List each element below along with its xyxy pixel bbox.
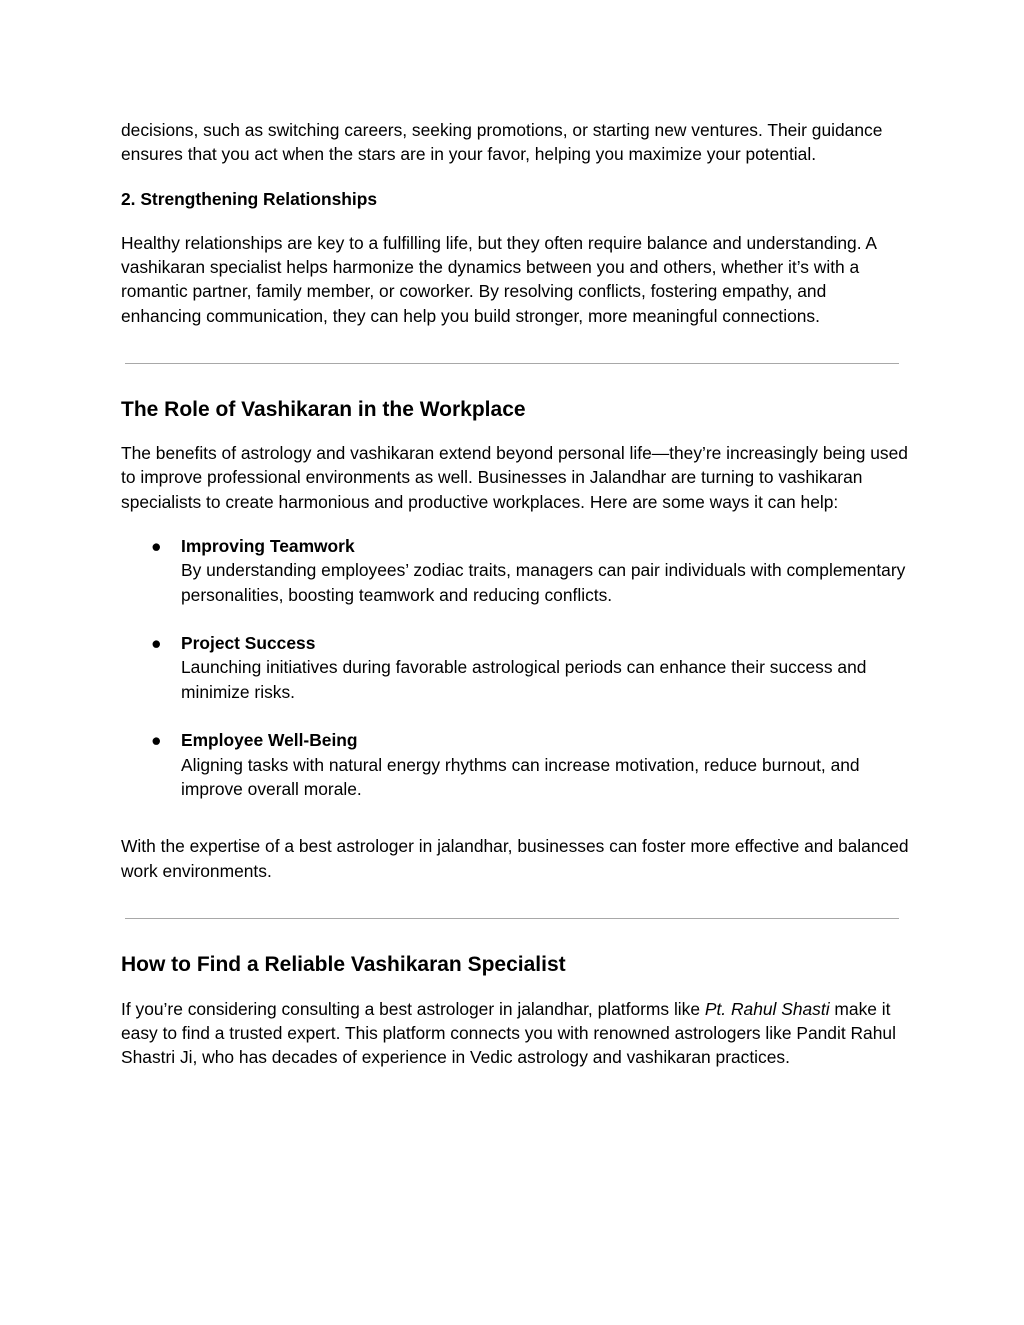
document-page: [121, 118, 911, 1070]
bullet-title: Employee Well-Being: [181, 730, 358, 751]
workplace-bullet-list: [121, 534, 911, 801]
list-item: [121, 534, 911, 607]
workplace-closing-paragraph: With the expertise of a best astrologer in jalandhar, businesses can foster more effective and balanced work environments.: [121, 836, 909, 881]
section-divider: [125, 363, 899, 364]
bullet-description: Aligning tasks with natural energy rhythms can increase motivation, reduce burnout, and improve overall morale.: [181, 754, 860, 799]
bullet-icon: ●: [151, 633, 162, 654]
workplace-paragraph: The benefits of astrology and vashikaran extend beyond personal life—they’re increasingly being used to improve professional environments as well. Businesses in Jalandhar are turning to vashikaran specialists to create harmonious and productive workplaces. Here are some ways it can help:: [121, 443, 908, 512]
intro-paragraph: decisions, such as switching careers, seeking promotions, or starting new ventures. Their guidance ensures that you act when the stars are in your favor, helping you maximize your potential.: [121, 120, 883, 165]
bullet-icon: ●: [151, 535, 162, 556]
bullet-description: By understanding employees’ zodiac traits, managers can pair individuals with complementary personalities, boosting teamwork and reducing conflicts.: [181, 560, 906, 605]
find-specialist-paragraph: [121, 997, 911, 1070]
workplace-heading: The Role of Vashikaran in the Workplace: [121, 398, 526, 422]
bullet-description: Launching initiatives during favorable astrological periods can enhance their success and minimize risks.: [181, 657, 867, 702]
section-divider: [125, 918, 899, 919]
list-item: [121, 728, 911, 801]
bullet-title: Project Success: [181, 633, 316, 654]
bullet-icon: ●: [151, 730, 162, 751]
find-specialist-heading: How to Find a Reliable Vashikaran Specialist: [121, 952, 566, 976]
relationships-heading: 2. Strengthening Relationships: [121, 188, 378, 209]
find-text-after: make it easy to find a trusted expert. This platform connects you with renowned astrologers like Pandit Rahul Shastri Ji, who has decades of experience in Vedic astrology and vashikaran practices.: [121, 998, 896, 1068]
relationships-paragraph: Healthy relationships are key to a fulfilling life, but they often require balance and understanding. A vashikaran specialist helps harmonize the dynamics between you and others, whether it’s with a romantic partner, family member, or coworker. By resolving conflicts, fostering empathy, and enhancing communication, they can help you build stronger, more meaningful connections.: [121, 232, 877, 326]
list-item: [121, 631, 911, 704]
find-text-before: If you’re considering consulting a best astrologer in jalandhar, platforms like: [121, 998, 705, 1019]
bullet-title: Improving Teamwork: [181, 535, 355, 556]
platform-name: Pt. Rahul Shasti: [704, 998, 830, 1019]
